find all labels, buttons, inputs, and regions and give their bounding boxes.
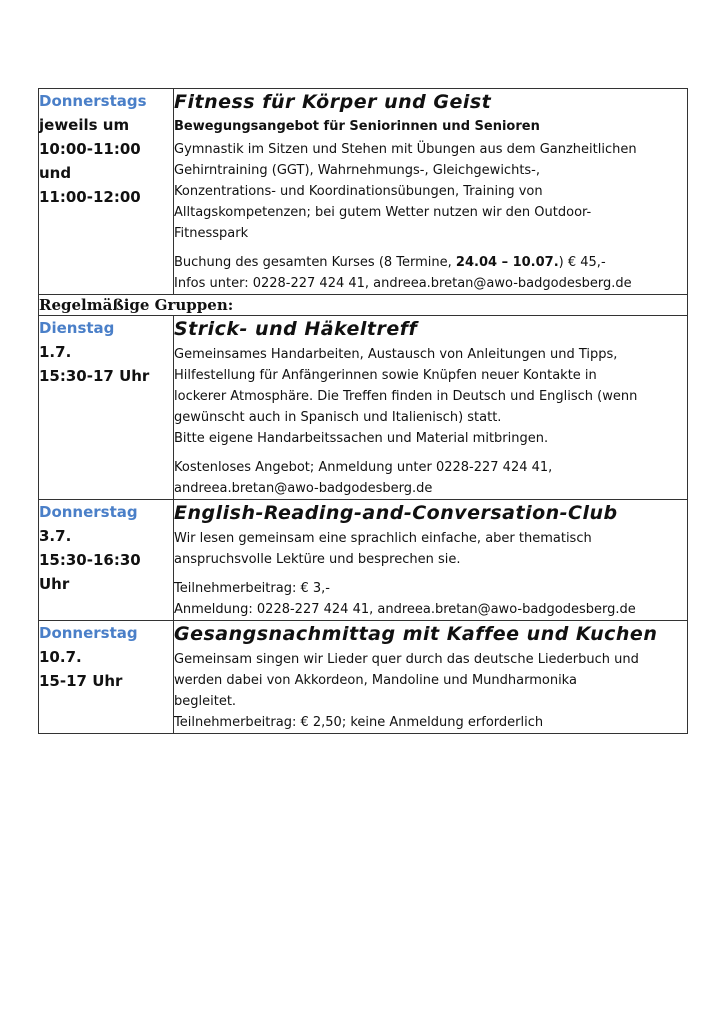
description-line: anspruchsvolle Lektüre und besprechen sie. xyxy=(174,552,461,567)
description-line: werden dabei von Akkordeon, Mandoline und Mundharmonika xyxy=(174,673,577,688)
date-cell xyxy=(39,621,174,734)
date-cell xyxy=(39,89,174,295)
weekday-label: Dienstag xyxy=(39,319,115,337)
table-row xyxy=(39,500,688,621)
schedule-table xyxy=(38,88,688,734)
weekday-label: Donnerstag xyxy=(39,503,138,521)
schedule-page xyxy=(38,88,687,734)
info-line: Infos unter: 0228-227 424 41, andreea.bretan@awo-badgodesberg.de xyxy=(174,276,632,291)
description-line: Gemeinsames Handarbeiten, Austausch von Anleitungen und Tipps, xyxy=(174,347,618,362)
description-line: gewünscht auch in Spanisch und Italienisch) statt. xyxy=(174,410,502,425)
description-line: lockerer Atmosphäre. Die Treffen finden in Deutsch und Englisch (wenn xyxy=(174,389,638,404)
description-cell xyxy=(174,621,688,734)
event-title: Gesangsnachmittag mit Kaffee und Kuchen xyxy=(174,623,658,645)
date-cell xyxy=(39,316,174,500)
time-line: und xyxy=(39,164,72,182)
time-line: 1.7. xyxy=(39,343,72,361)
weekday-label: Donnerstags xyxy=(39,92,147,110)
booking-line xyxy=(174,252,687,273)
table-row xyxy=(39,316,688,500)
description-line: begleitet. xyxy=(174,694,237,709)
description-line: Wir lesen gemeinsam eine sprachlich einfache, aber thematisch xyxy=(174,531,592,546)
time-line: 10.7. xyxy=(39,648,82,666)
table-row xyxy=(39,621,688,734)
time-line: 15:30-17 Uhr xyxy=(39,367,150,385)
time-line: jeweils um xyxy=(39,116,130,134)
note-line: Teilnehmerbeitrag: € 3,- xyxy=(174,581,330,596)
note-line: Kostenloses Angebot; Anmeldung unter 0228-227 424 41, xyxy=(174,460,553,475)
weekday-label: Donnerstag xyxy=(39,624,138,642)
description-cell xyxy=(174,89,688,295)
table-row xyxy=(39,89,688,295)
note-line: Anmeldung: 0228-227 424 41, andreea.bretan@awo-badgodesberg.de xyxy=(174,602,636,617)
event-title: Strick- und Häkeltreff xyxy=(174,318,418,340)
note-line: Teilnehmerbeitrag: € 2,50; keine Anmeldung erforderlich xyxy=(174,715,544,730)
description-line: Gemeinsam singen wir Lieder quer durch das deutsche Liederbuch und xyxy=(174,652,639,667)
booking-suffix: ) € 45,- xyxy=(558,255,606,270)
time-line: Uhr xyxy=(39,575,70,593)
description-line: Gehirntraining (GGT), Wahrnehmungs-, Gleichgewichts-, xyxy=(174,163,541,178)
time-line: 10:00-11:00 xyxy=(39,140,141,158)
description-line: Hilfestellung für Anfängerinnen sowie Knüpfen neuer Kontakte in xyxy=(174,368,597,383)
time-line: 11:00-12:00 xyxy=(39,188,141,206)
description-line: Konzentrations- und Koordinationsübungen, Training von xyxy=(174,184,543,199)
event-subtitle: Bewegungsangebot für Seniorinnen und Senioren xyxy=(174,119,540,134)
description-line: Gymnastik im Sitzen und Stehen mit Übungen aus dem Ganzheitlichen xyxy=(174,142,637,157)
time-line: 3.7. xyxy=(39,527,72,545)
description-cell xyxy=(174,500,688,621)
event-title: English-Reading-and-Conversation-Club xyxy=(174,502,618,524)
section-heading: Regelmäßige Gruppen: xyxy=(39,295,688,316)
description-line: Alltagskompetenzen; bei gutem Wetter nutzen wir den Outdoor- xyxy=(174,205,592,220)
date-cell xyxy=(39,500,174,621)
description-line: Fitnesspark xyxy=(174,226,249,241)
time-line: 15-17 Uhr xyxy=(39,672,123,690)
booking-dates: 24.04 – 10.07. xyxy=(455,255,559,270)
section-row xyxy=(39,295,688,316)
event-title: Fitness für Körper und Geist xyxy=(174,91,492,113)
time-line: 15:30-16:30 xyxy=(39,551,141,569)
note-line: andreea.bretan@awo-badgodesberg.de xyxy=(174,481,433,496)
description-line: Bitte eigene Handarbeitssachen und Material mitbringen. xyxy=(174,431,549,446)
description-cell xyxy=(174,316,688,500)
booking-prefix: Buchung des gesamten Kurses (8 Termine, xyxy=(174,255,456,270)
